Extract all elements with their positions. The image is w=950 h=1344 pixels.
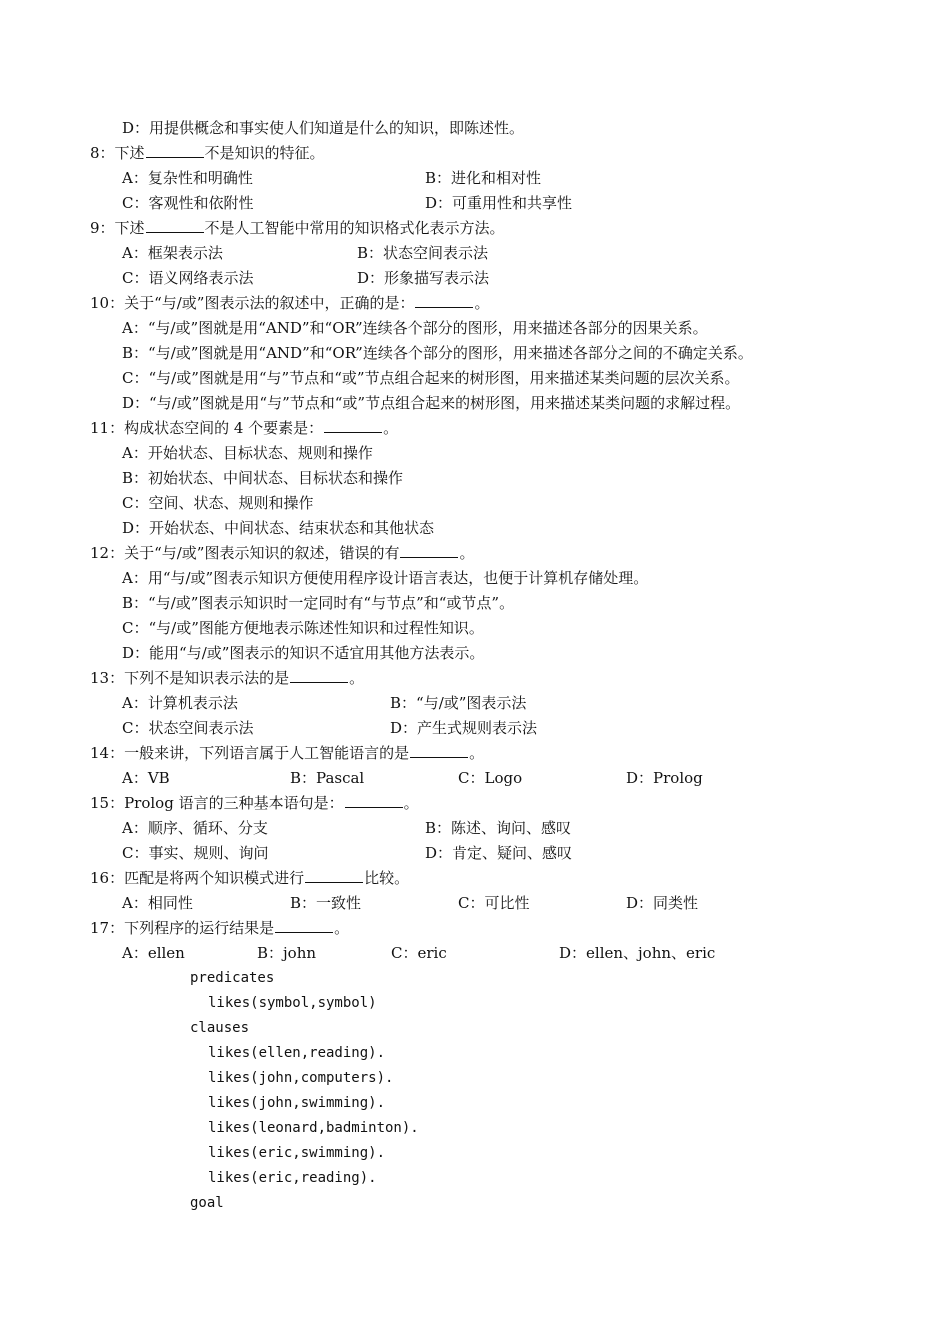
question-16	[90, 866, 409, 891]
q9-option-b: B：状态空间表示法	[357, 244, 489, 262]
question-10-prefix: 10：关于“与/或”图表示法的叙述中，正确的是：	[90, 294, 415, 312]
question-8	[90, 141, 325, 166]
question-13-suffix: 。	[349, 669, 365, 687]
question-15-suffix: 。	[403, 794, 419, 812]
question-17-prefix: 17：下列程序的运行结果是	[90, 919, 275, 937]
code-fact: likes(john,computers).	[208, 1070, 394, 1086]
code-clauses-keyword: clauses	[190, 1020, 250, 1036]
q16-option-d: D：同类性	[626, 894, 699, 912]
q7-option-d: D：用提供概念和事实使人们知道是什么的知识，即陈述性。	[122, 119, 525, 137]
question-13-prefix: 13：下列不是知识表示法的是	[90, 669, 290, 687]
q15-option-c: C：事实、规则、询问	[122, 844, 269, 862]
question-15-prefix: 15：Prolog 语言的三种基本语句是：	[90, 794, 344, 812]
q9-option-a: A：框架表示法	[122, 244, 223, 262]
question-17-suffix: 。	[334, 919, 350, 937]
question-14-suffix: 。	[469, 744, 485, 762]
q14-option-b: B：Pascal	[290, 769, 365, 787]
q11-option-d: D：开始状态、中间状态、结束状态和其他状态	[122, 519, 435, 537]
q15-option-d: D：肯定、疑问、感叹	[425, 844, 573, 862]
question-17	[90, 916, 349, 941]
q15-option-b: B：陈述、询问、感叹	[425, 819, 572, 837]
question-14-prefix: 14：一般来讲，下列语言属于人工智能语言的是	[90, 744, 410, 762]
q11-option-b: B：初始状态、中间状态、目标状态和操作	[122, 469, 404, 487]
q12-option-c: C：“与/或”图能方便地表示陈述性知识和过程性知识。	[122, 619, 484, 637]
q8-option-c: C：客观性和依附性	[122, 194, 254, 212]
q12-option-d: D：能用“与/或”图表示的知识不适宜用其他方法表示。	[122, 644, 485, 662]
code-fact: likes(eric,reading).	[208, 1170, 377, 1186]
q8-option-d: D：可重用性和共享性	[425, 194, 573, 212]
answer-blank	[146, 216, 204, 233]
answer-blank	[290, 666, 348, 683]
question-8-prefix: 8：下述	[90, 144, 145, 162]
q8-option-b: B：进化和相对性	[425, 169, 542, 187]
question-9-prefix: 9：下述	[90, 219, 145, 237]
question-10-suffix: 。	[474, 294, 490, 312]
question-16-suffix: 比较。	[364, 869, 410, 887]
q13-option-c: C：状态空间表示法	[122, 719, 254, 737]
question-9	[90, 216, 505, 241]
q9-option-c: C：语义网络表示法	[122, 269, 254, 287]
answer-blank	[410, 741, 468, 758]
q16-option-b: B：一致性	[290, 894, 362, 912]
q14-option-a: A：VB	[122, 769, 170, 787]
question-12-prefix: 12：关于“与/或”图表示知识的叙述，错误的有	[90, 544, 400, 562]
answer-blank	[400, 541, 458, 558]
q10-option-a: A：“与/或”图就是用“AND”和“OR”连续各个部分的图形，用来描述各部分的因果关系。	[122, 319, 708, 337]
question-11-suffix: 。	[383, 419, 399, 437]
answer-blank	[345, 791, 403, 808]
code-fact: likes(eric,swimming).	[208, 1145, 386, 1161]
question-8-suffix: 不是知识的特征。	[204, 144, 325, 162]
answer-blank	[146, 141, 204, 158]
q8-option-a: A：复杂性和明确性	[122, 169, 253, 187]
q15-option-a: A：顺序、循环、分支	[122, 819, 268, 837]
q13-option-d: D：产生式规则表示法	[390, 719, 538, 737]
q17-option-a: A：ellen	[122, 944, 185, 962]
q17-option-d: D：ellen、john、eric	[559, 944, 716, 962]
question-11-prefix: 11：构成状态空间的 4 个要素是：	[90, 419, 324, 437]
question-12	[90, 541, 475, 566]
q17-option-c: C：eric	[391, 944, 447, 962]
code-fact: likes(john,swimming).	[208, 1095, 386, 1111]
q17-option-b: B：john	[257, 944, 317, 962]
q10-option-c: C：“与/或”图就是用“与”节点和“或”节点组合起来的树形图，用来描述某类问题的层次关系。	[122, 369, 740, 387]
q14-option-c: C：Logo	[458, 769, 523, 787]
question-13	[90, 666, 364, 691]
question-11	[90, 416, 398, 441]
q11-option-a: A：开始状态、目标状态、规则和操作	[122, 444, 373, 462]
q13-option-a: A：计算机表示法	[122, 694, 238, 712]
code-fact: likes(leonard,badminton).	[208, 1120, 419, 1136]
answer-blank	[415, 291, 473, 308]
q12-option-b: B：“与/或”图表示知识时一定同时有“与节点”和“或节点”。	[122, 594, 515, 612]
code-goal-keyword: goal	[190, 1195, 224, 1211]
q10-option-b: B：“与/或”图就是用“AND”和“OR”连续各个部分的图形，用来描述各部分之间的不确定关系。	[122, 344, 753, 362]
question-14	[90, 741, 484, 766]
q9-option-d: D：形象描写表示法	[357, 269, 490, 287]
question-15	[90, 791, 419, 816]
question-16-prefix: 16：匹配是将两个知识模式进行	[90, 869, 305, 887]
answer-blank	[324, 416, 382, 433]
question-10	[90, 291, 490, 316]
question-12-suffix: 。	[459, 544, 475, 562]
question-9-suffix: 不是人工智能中常用的知识格式化表示方法。	[204, 219, 505, 237]
q16-option-a: A：相同性	[122, 894, 193, 912]
q12-option-a: A：用“与/或”图表示知识方便使用程序设计语言表达，也便于计算机存储处理。	[122, 569, 649, 587]
q16-option-c: C：可比性	[458, 894, 530, 912]
q10-option-d: D：“与/或”图就是用“与”节点和“或”节点组合起来的树形图，用来描述某类问题的求解过程。	[122, 394, 741, 412]
q13-option-b: B：“与/或”图表示法	[390, 694, 527, 712]
answer-blank	[305, 866, 363, 883]
q14-option-d: D：Prolog	[626, 769, 703, 787]
q11-option-c: C：空间、状态、规则和操作	[122, 494, 314, 512]
code-predicate-declaration: likes(symbol,symbol)	[208, 995, 377, 1011]
code-fact: likes(ellen,reading).	[208, 1045, 386, 1061]
code-predicates-keyword: predicates	[190, 970, 275, 986]
answer-blank	[275, 916, 333, 933]
